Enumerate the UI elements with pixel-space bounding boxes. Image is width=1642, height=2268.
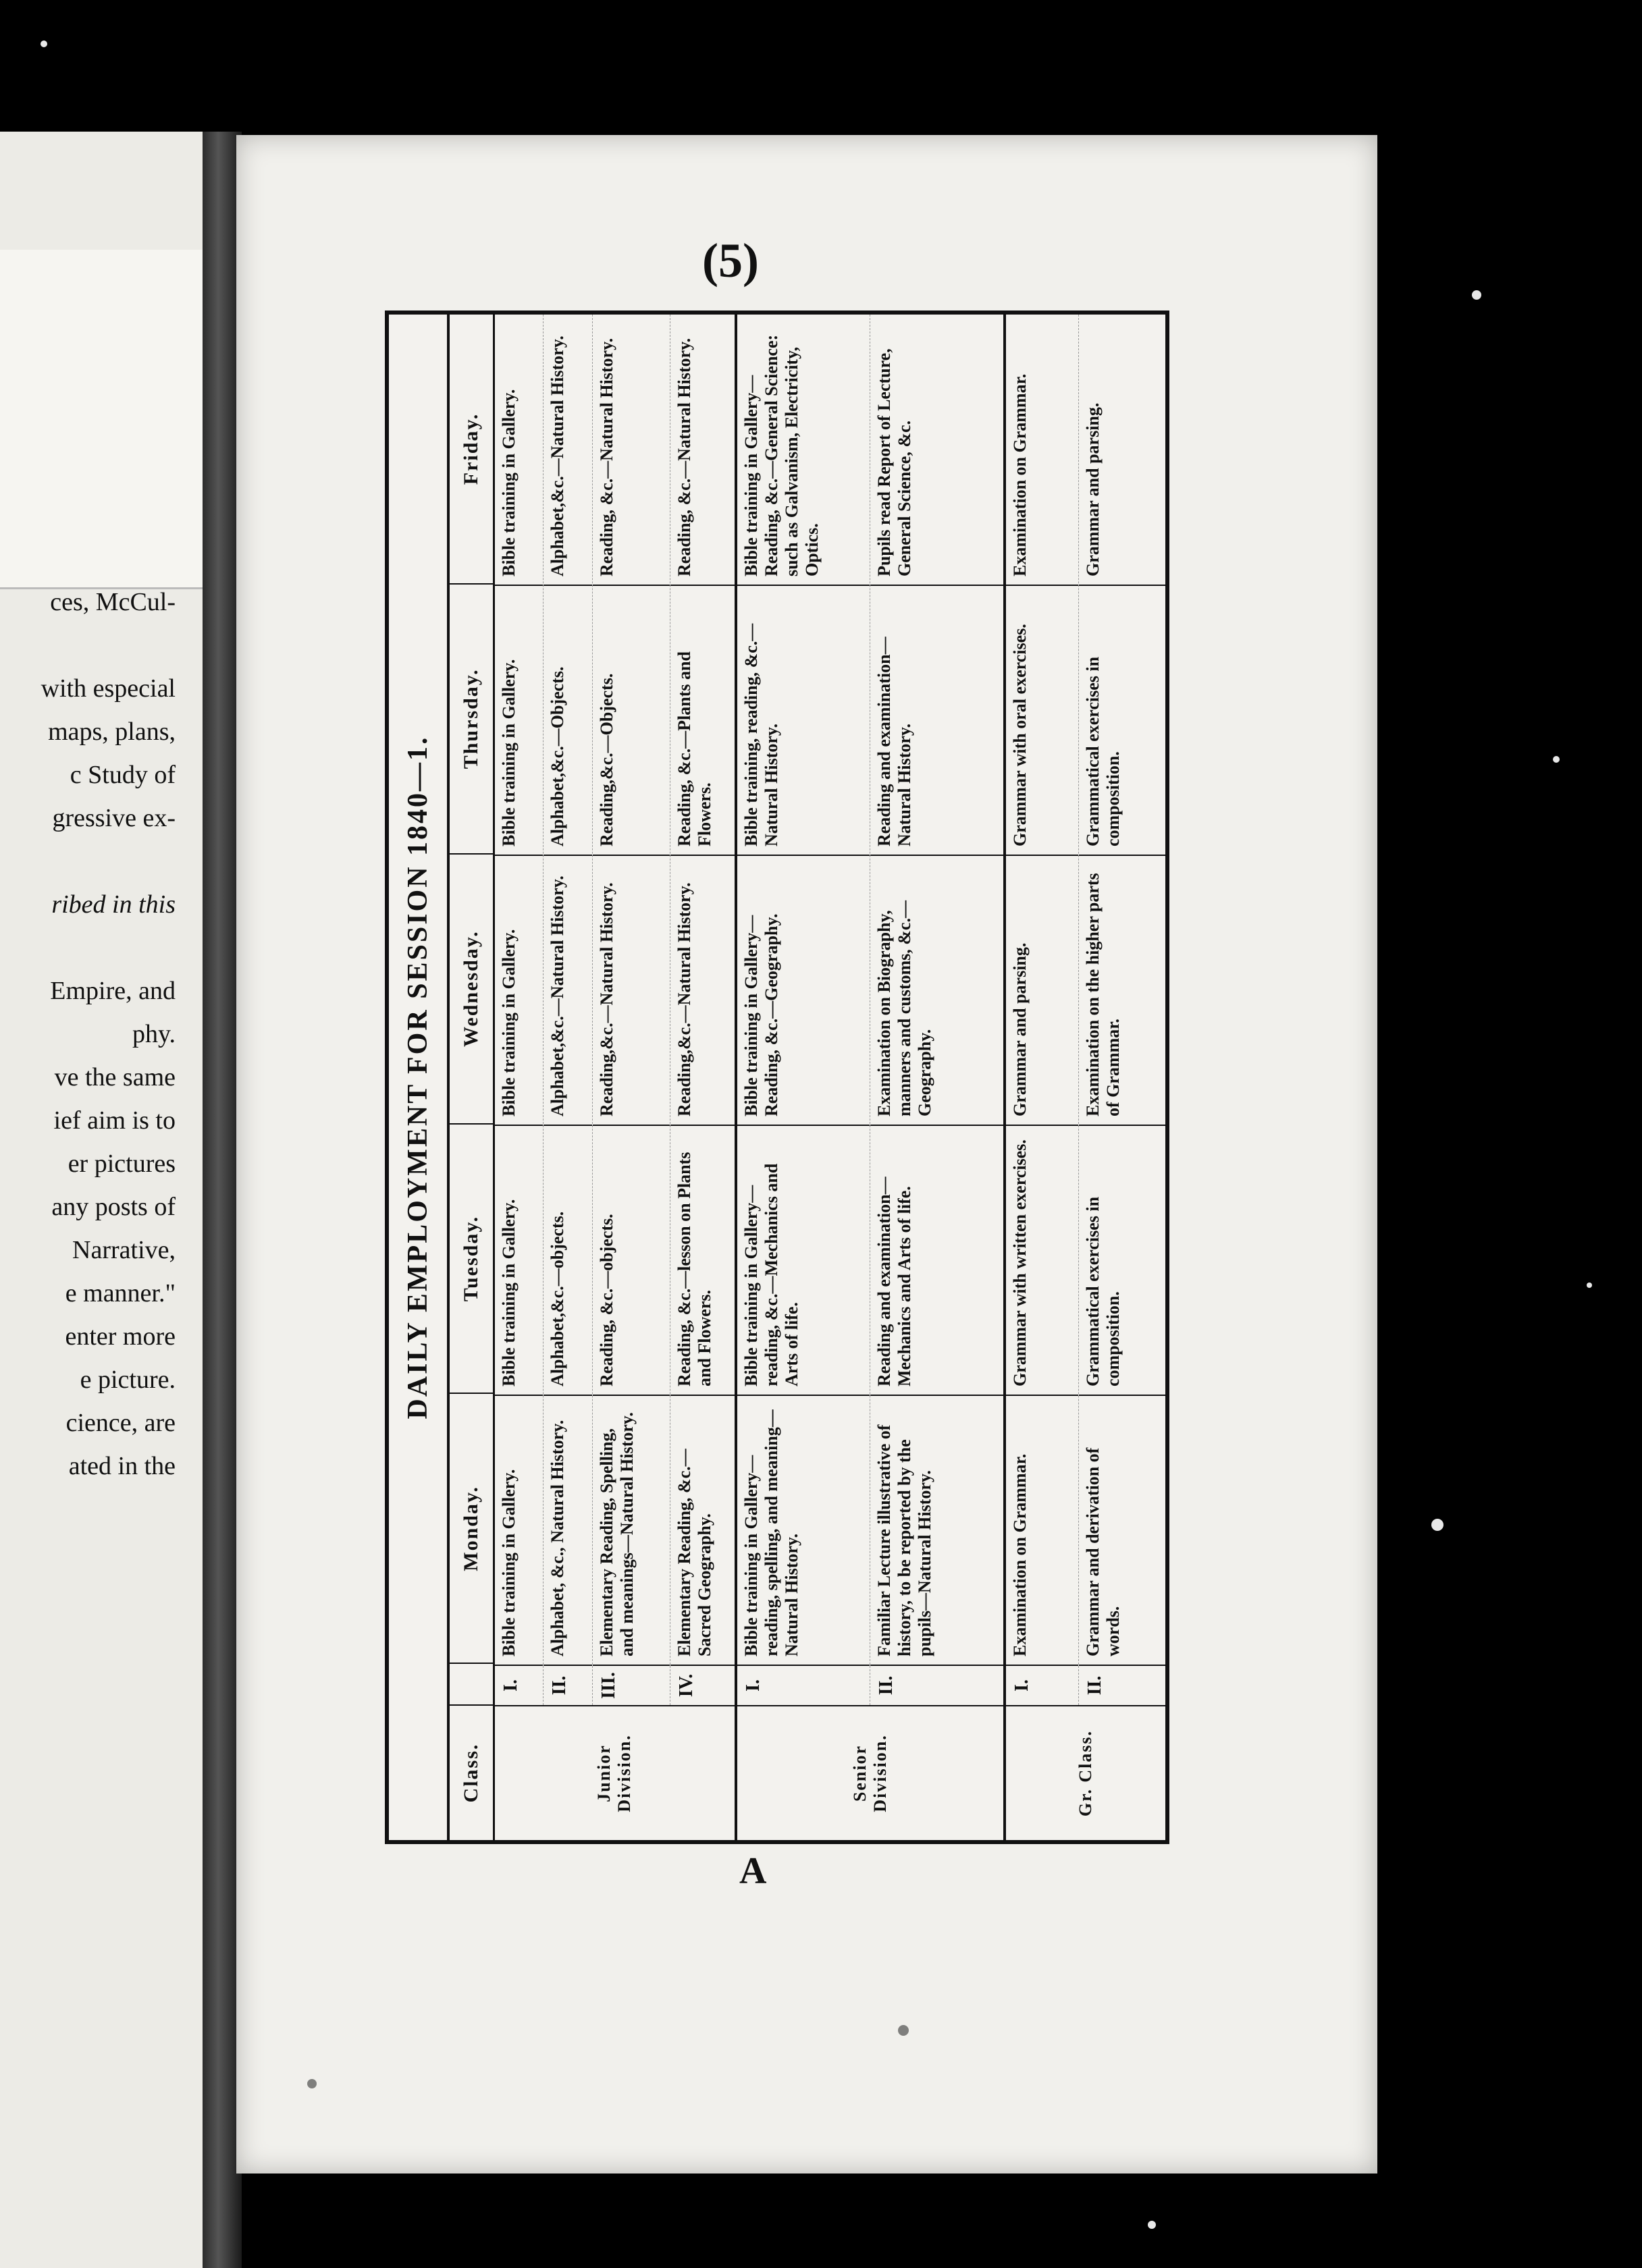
facing-line: any posts of [51, 1193, 176, 1221]
table-cell: Reading,&c.—Objects. [593, 585, 670, 855]
table-cell: Reading and examination—Mechanics and Arts of life. [870, 1125, 1003, 1395]
group-grammar-class [1006, 315, 1165, 1840]
table-cell: Grammar and derivation of words. [1079, 1395, 1165, 1665]
facing-line: enter more [65, 1322, 176, 1351]
table-cell: Reading,&c.—Natural History. [670, 855, 735, 1125]
table-cell: Reading, &c.—Natural History. [596, 338, 616, 576]
table-cell: Bible training in Gallery—reading, spelling, and meaning—Natural History. [737, 1395, 870, 1665]
row-number: III. [593, 1665, 670, 1705]
facing-line: e picture. [80, 1366, 176, 1394]
scan-speck [1148, 2221, 1156, 2229]
table-cell: Alphabet,&c.—Natural History. [544, 855, 591, 1125]
table-row [1078, 315, 1165, 1705]
table-cell: Bible training in Gallery—Reading, &c.—Geography. [737, 855, 870, 1125]
table-cell: Elementary Reading, &c.—Sacred Geography. [670, 1395, 735, 1665]
table-cell: Bible training in Gallery—reading, &c.—Mechanics and Arts of life. [737, 1125, 870, 1395]
table-cell: Bible training, reading, &c.—Natural History. [737, 585, 870, 855]
row-number: I. [495, 1665, 543, 1705]
facing-line [0, 840, 196, 883]
signature-letter: A [739, 1850, 767, 1892]
facing-line: ief aim is to [53, 1106, 176, 1135]
table-cell: Examination on Grammar. [1009, 373, 1030, 576]
table-cell: Grammar with oral exercises. [1006, 585, 1078, 855]
table-cell: Grammatical exercises in composition. [1079, 1125, 1165, 1395]
header-wednesday: Wednesday. [450, 853, 493, 1123]
row-number: II. [544, 1665, 591, 1705]
table-cell: Bible training in Gallery—Reading, &c.—General Science: such as Galvanism, Electricity, Optics. [741, 334, 822, 576]
facing-line: er pictures [68, 1150, 176, 1178]
group-label: Junior Division. [495, 1705, 735, 1840]
scan-speck [41, 40, 47, 47]
facing-line: ated in the [68, 1452, 176, 1480]
table-cell: Reading and examination—Natural History. [870, 585, 1003, 855]
facing-line: ces, McCul- [50, 588, 176, 616]
table-cell: Bible training in Gallery. [495, 1395, 543, 1665]
table-cell: Reading, &c.—objects. [593, 1125, 670, 1395]
group-label: Gr. Class. [1006, 1705, 1165, 1840]
table-cell: Reading, &c.—lesson on Plants and Flowers. [670, 1125, 735, 1395]
timetable-header-row [450, 315, 495, 1840]
table-cell: Alphabet, &c., Natural History. [544, 1395, 591, 1665]
table-cell: Alphabet,&c.—Objects. [544, 585, 591, 855]
scan-speck [1553, 756, 1560, 763]
group-rows [1006, 315, 1165, 1705]
group-junior-division [495, 315, 737, 1840]
row-number: II. [1079, 1665, 1165, 1705]
facing-line: ve the same [54, 1063, 176, 1091]
group-senior-division [737, 315, 1006, 1840]
facing-line: gressive ex- [52, 804, 176, 832]
table-cell: Grammatical exercises in composition. [1079, 585, 1165, 855]
table-row [870, 315, 1003, 1705]
header-spacer [450, 1663, 493, 1704]
table-row [1006, 315, 1078, 1705]
header-thursday: Thursday. [450, 583, 493, 853]
table-cell: Examination on Grammar. [1006, 1395, 1078, 1665]
scan-speck [1472, 290, 1481, 300]
facing-page-text [0, 580, 196, 1488]
table-row [495, 315, 543, 1705]
header-monday: Monday. [450, 1393, 493, 1663]
scan-speck [1431, 1519, 1444, 1531]
row-number: II. [870, 1665, 1003, 1705]
table-cell: Bible training in Gallery. [495, 855, 543, 1125]
table-cell: Alphabet,&c.—Natural History. [548, 335, 568, 576]
table-cell: Elementary Reading, Spelling, and meanings—Natural History. [593, 1395, 670, 1665]
facing-line: maps, plans, [48, 718, 176, 746]
header-tuesday: Tuesday. [450, 1123, 493, 1393]
facing-line: Narrative, [72, 1236, 176, 1264]
table-row [670, 315, 735, 1705]
table-row [592, 315, 670, 1705]
page-number: (5) [702, 234, 759, 288]
facing-line: cience, are [65, 1409, 176, 1437]
table-row [543, 315, 591, 1705]
header-class: Class. [450, 1704, 493, 1840]
group-rows [737, 315, 1003, 1705]
header-friday: Friday. [460, 412, 482, 485]
timetable-rotated [389, 315, 1165, 1840]
table-cell: Reading,&c.—Natural History. [593, 855, 670, 1125]
facing-line [0, 926, 196, 969]
table-cell: Bible training in Gallery. [495, 1125, 543, 1395]
facing-line: phy. [132, 1020, 176, 1048]
group-rows [495, 315, 735, 1705]
table-cell: Grammar and parsing. [1006, 855, 1078, 1125]
timetable-title: DAILY EMPLOYMENT FOR SESSION 1840—1. [389, 315, 450, 1840]
row-number: I. [737, 1665, 870, 1705]
row-number: I. [1006, 1665, 1078, 1705]
table-cell: Grammar and parsing. [1082, 402, 1103, 576]
table-cell: Grammar with written exercises. [1006, 1125, 1078, 1395]
table-cell: Reading, &c.—Plants and Flowers. [670, 585, 735, 855]
facing-line: e manner." [65, 1279, 176, 1307]
table-cell: Pupils read Report of Lecture, General Science, &c. [874, 348, 915, 576]
facing-line: with especial [41, 674, 176, 703]
facing-line: c Study of [70, 761, 176, 789]
facing-line: ribed in this [51, 890, 176, 919]
table-row [737, 315, 870, 1705]
table-cell: Alphabet,&c.—objects. [544, 1125, 591, 1395]
facing-line [0, 624, 196, 667]
ink-smudge [898, 2025, 909, 2036]
table-cell: Examination on the higher parts of Grammar. [1079, 855, 1165, 1125]
scan-speck [1587, 1282, 1592, 1288]
timetable-body [495, 315, 1165, 1840]
table-cell: Bible training in Gallery. [495, 585, 543, 855]
group-label: Senior Division. [737, 1705, 1003, 1840]
facing-line: Empire, and [50, 977, 176, 1005]
table-cell: Reading, &c.—Natural History. [674, 338, 694, 576]
table-cell: Examination on Biography, manners and customs, &c.—Geography. [870, 855, 1003, 1125]
table-cell: Familiar Lecture illustrative of history, to be reported by the pupils—Natural History. [870, 1395, 1003, 1665]
row-number: IV. [670, 1665, 735, 1705]
ink-smudge [307, 2079, 317, 2088]
timetable [385, 310, 1169, 1844]
table-cell: Bible training in Gallery. [499, 389, 519, 576]
